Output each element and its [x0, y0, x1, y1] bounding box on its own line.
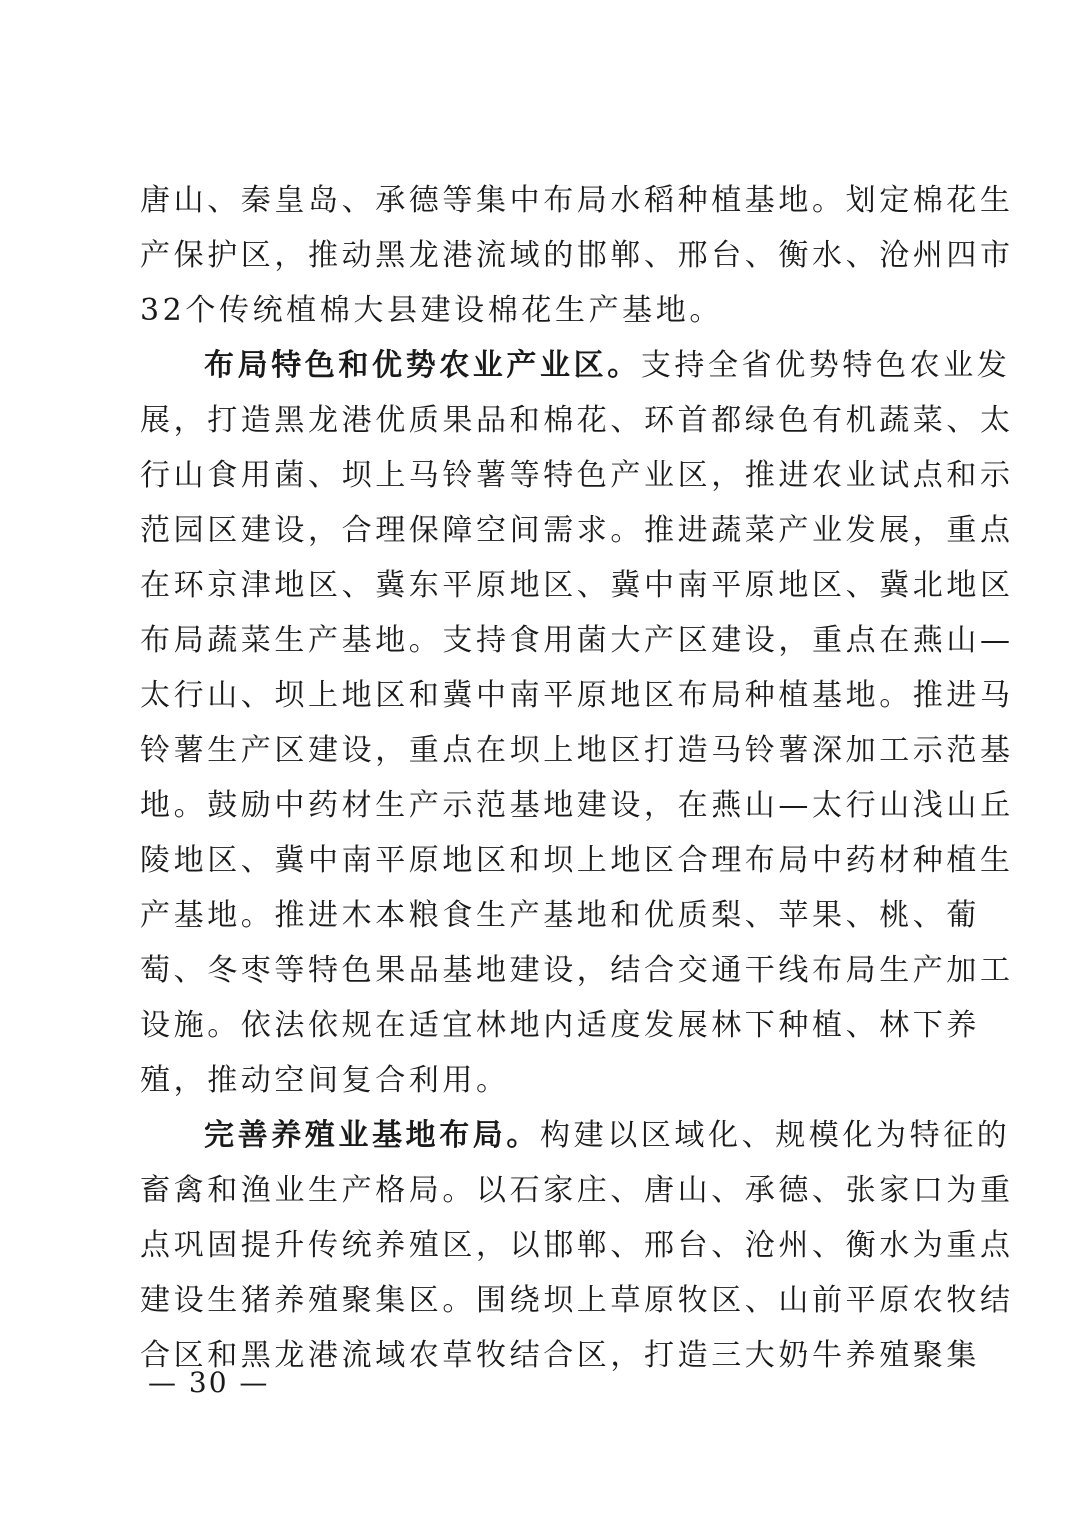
paragraph-livestock-bases	[140, 1108, 1014, 1383]
text-line	[140, 338, 1011, 393]
text-line	[140, 1108, 1011, 1163]
text-line: 产保护区，推动黑龙港流域的邯郸、邢台、衡水、沧州四市	[140, 238, 1014, 273]
text-line: 在环京津地区、冀东平原地区、冀中南平原地区、冀北地区	[140, 568, 1014, 603]
text-line: 建设生猪养殖聚集区。围绕坝上草原牧区、山前平原农牧结	[140, 1283, 1014, 1318]
text-line: 畜禽和渔业生产格局。以石家庄、唐山、承德、张家口为重	[140, 1173, 1014, 1208]
paragraph-specialty-agriculture	[140, 338, 1014, 1108]
text-line: 设施。依法依规在适宜林地内适度发展林下种植、林下养	[140, 1008, 980, 1043]
section-lead-heading: 布局特色和优势农业产业区。	[204, 348, 641, 383]
text-line: 32个传统植棉大县建设棉花生产基地。	[140, 293, 723, 328]
text-line: 铃薯生产区建设，重点在坝上地区打造马铃薯深加工示范基	[140, 733, 1014, 768]
text-line: 展，打造黑龙港优质果品和棉花、环首都绿色有机蔬菜、太	[140, 403, 1014, 438]
text-line: 合区和黑龙港流域农草牧结合区，打造三大奶牛养殖聚集	[140, 1338, 980, 1373]
text-line: 地。鼓励中药材生产示范基地建设，在燕山—太行山浅山丘	[140, 788, 1014, 823]
text-fragment: 支持全省优势特色农业发	[640, 348, 1011, 383]
text-line: 殖，推动空间复合利用。	[140, 1063, 510, 1098]
text-line: 行山食用菌、坝上马铃薯等特色产业区，推进农业试点和示	[140, 458, 1014, 493]
text-line: 产基地。推进木本粮食生产基地和优质梨、苹果、桃、葡	[140, 898, 980, 933]
text-line: 点巩固提升传统养殖区，以邯郸、邢台、沧州、衡水为重点	[140, 1228, 1014, 1263]
text-line: 陵地区、冀中南平原地区和坝上地区合理布局中药材种植生	[140, 843, 1014, 878]
paragraph-rice-cotton	[140, 173, 1014, 338]
text-line: 萄、冬枣等特色果品基地建设，结合交通干线布局生产加工	[140, 953, 1014, 988]
text-line: 太行山、坝上地区和冀中南平原地区布局种植基地。推进马	[140, 678, 1014, 713]
text-line: 唐山、秦皇岛、承德等集中布局水稻种植基地。划定棉花生	[140, 183, 1014, 218]
text-fragment: 构建以区域化、规模化为特征的	[540, 1118, 1011, 1153]
document-page	[140, 173, 1014, 1383]
page-number: — 30 —	[148, 1366, 270, 1399]
text-line: 范园区建设，合理保障空间需求。推进蔬菜产业发展，重点	[140, 513, 1014, 548]
text-line: 布局蔬菜生产基地。支持食用菌大产区建设，重点在燕山—	[140, 623, 1014, 658]
section-lead-heading: 完善养殖业基地布局。	[204, 1118, 540, 1153]
